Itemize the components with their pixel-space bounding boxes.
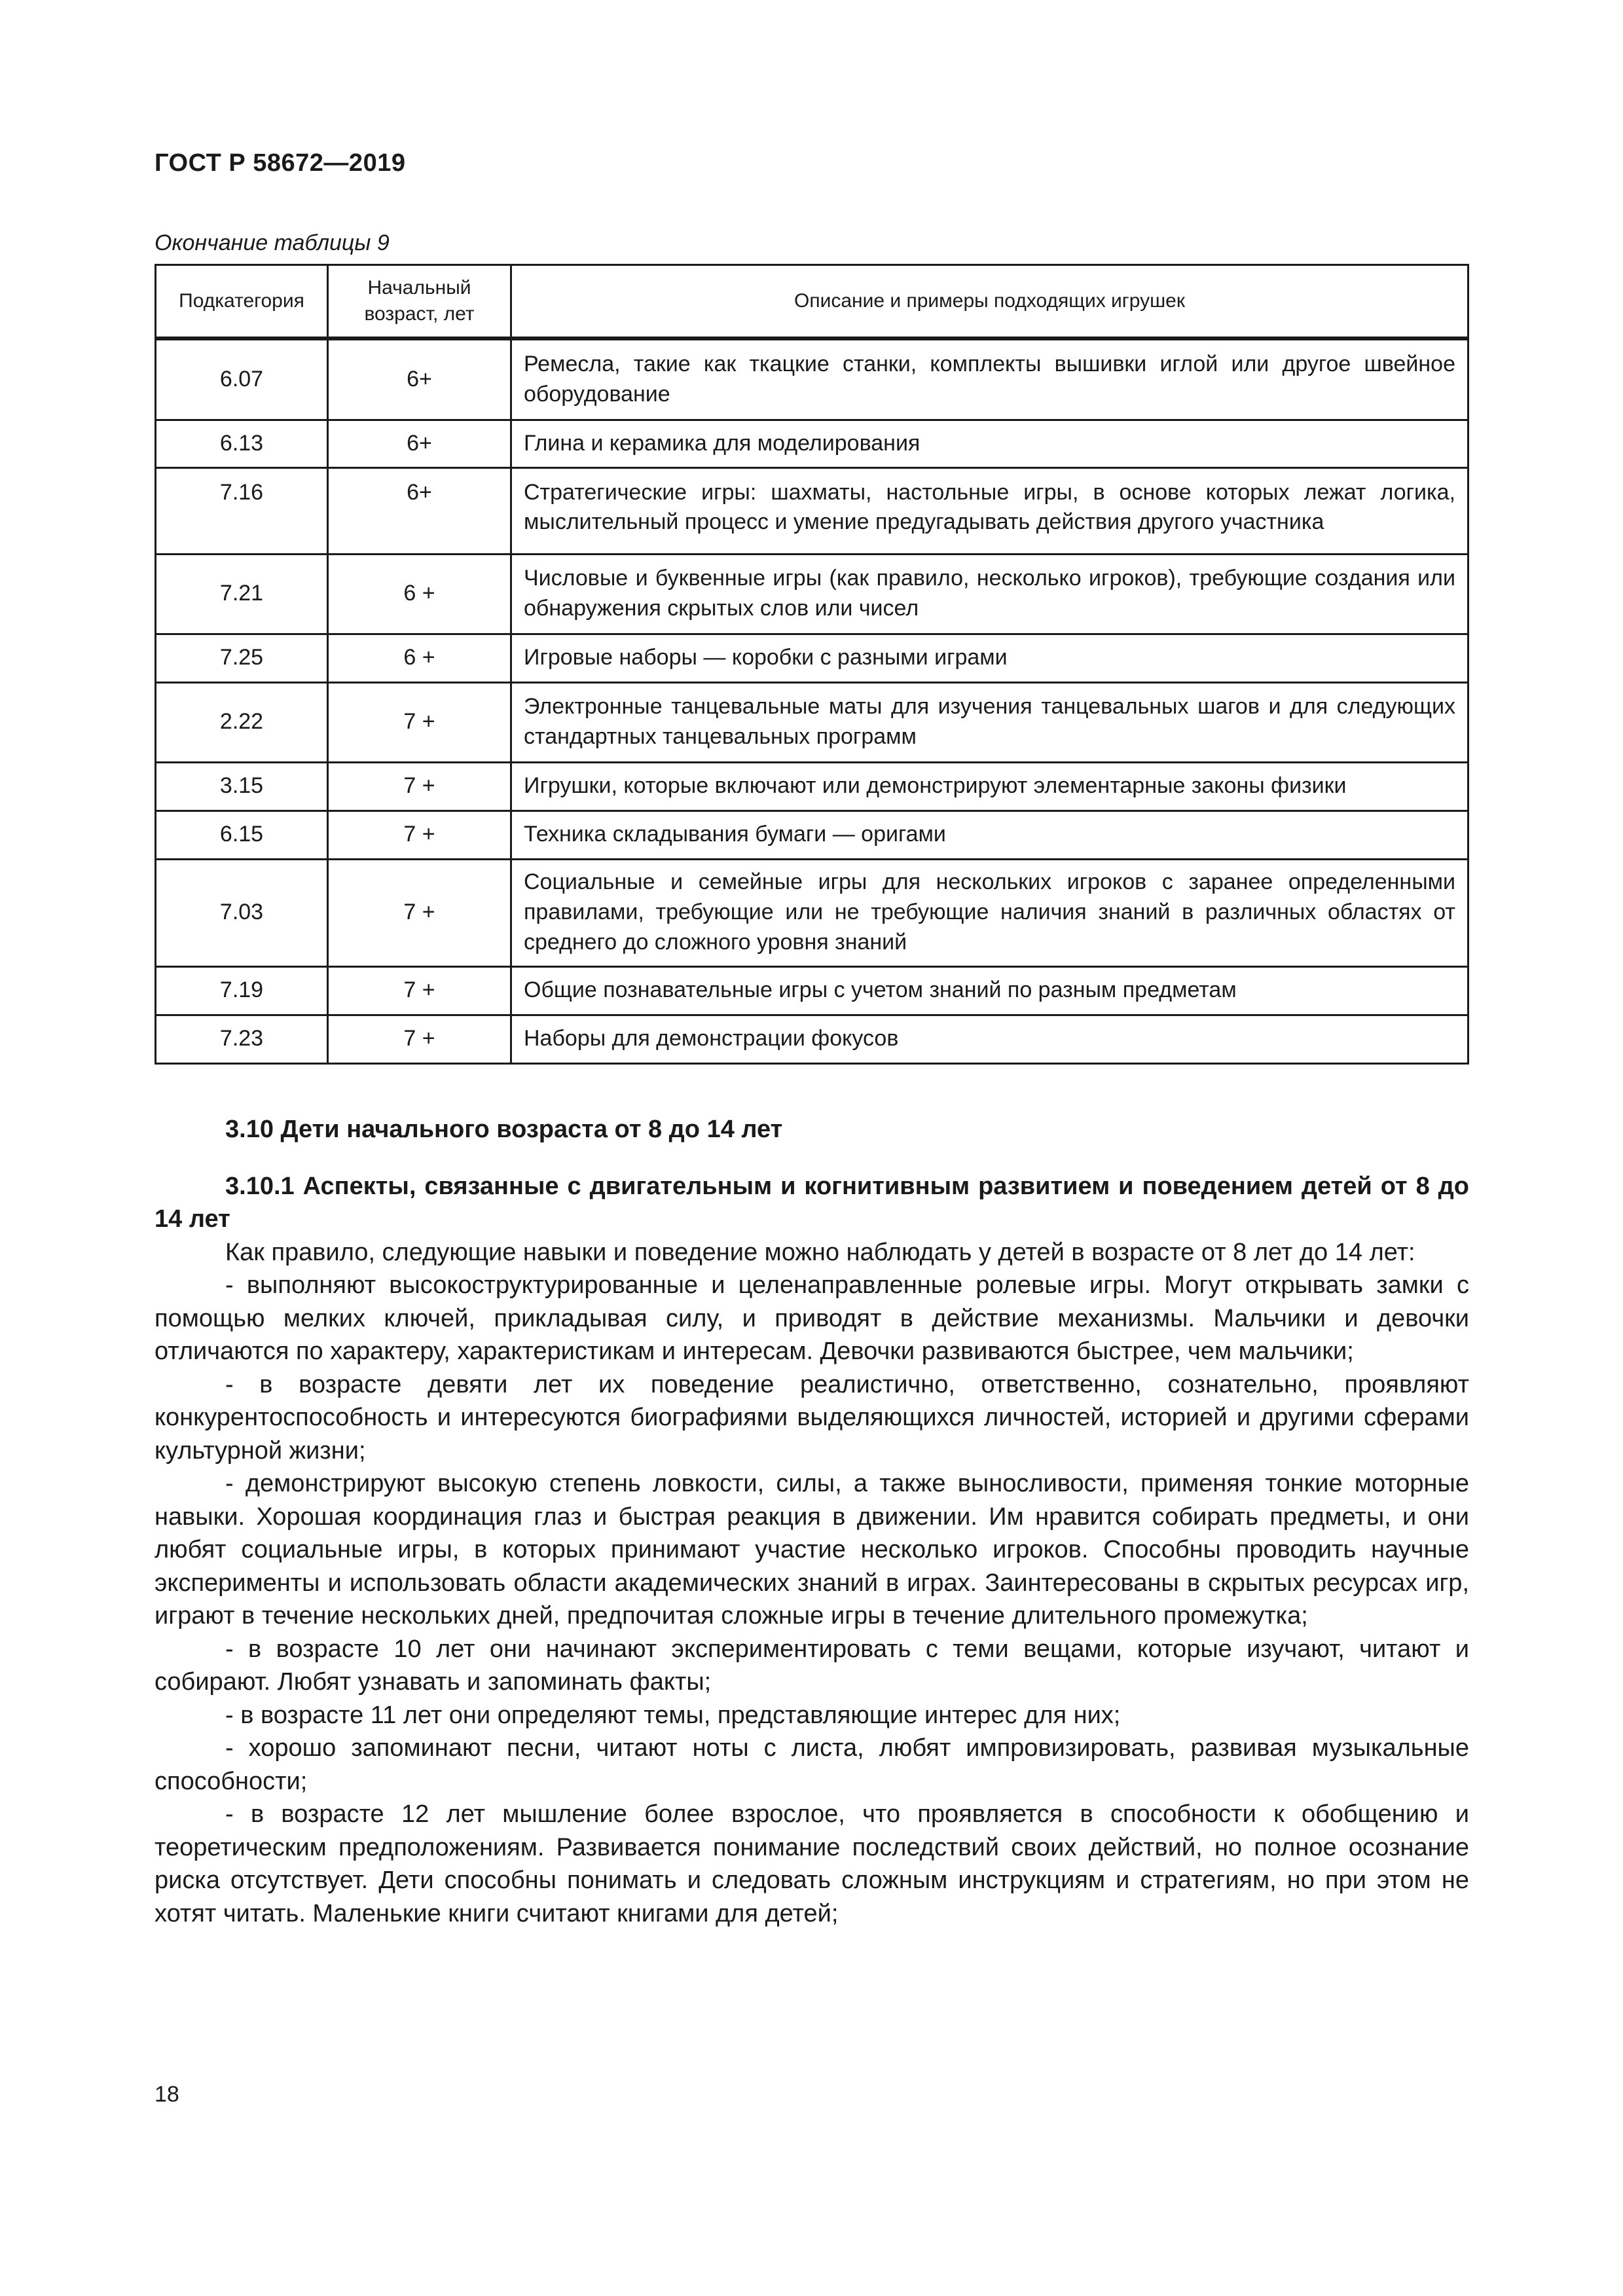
- cell-age: 6+: [328, 420, 511, 467]
- table-caption: Окончание таблицы 9: [155, 230, 390, 255]
- cell-description: Наборы для демонстрации фокусов: [511, 1015, 1468, 1063]
- cell-description: Игрушки, которые включают или демонстрируют элементарные законы физики: [511, 762, 1468, 811]
- cell-subcategory: 7.03: [156, 859, 328, 966]
- cell-age: 7 +: [328, 859, 511, 966]
- table-row: [156, 634, 1468, 682]
- table-header-row: [156, 265, 1468, 339]
- table-row: [156, 1015, 1468, 1063]
- cell-subcategory: 2.22: [156, 682, 328, 762]
- section-heading: 3.10 Дети начального возраста от 8 до 14 лет: [225, 1116, 783, 1143]
- cell-age: 7 +: [328, 1015, 511, 1063]
- cell-description: Техника складывания бумаги — оригами: [511, 811, 1468, 859]
- cell-age: 6+: [328, 467, 511, 554]
- cell-subcategory: 7.19: [156, 966, 328, 1015]
- cell-age: 7 +: [328, 682, 511, 762]
- cell-description: Общие познавательные игры с учетом знаний по разным предметам: [511, 966, 1468, 1015]
- cell-description: Стратегические игры: шахматы, настольные игры, в основе которых лежат логика, мыслительный процесс и умение предугадывать действия другого участника: [511, 467, 1468, 554]
- page-number: 18: [155, 2082, 179, 2107]
- cell-age: 7 +: [328, 762, 511, 811]
- cell-description: Глина и керамика для моделирования: [511, 420, 1468, 467]
- list-item: - хорошо запоминают песни, читают ноты с листа, любят импровизировать, развивая музыкальные способности;: [155, 1734, 1469, 1795]
- cell-subcategory: 7.25: [156, 634, 328, 682]
- cell-description: Ремесла, такие как ткацкие станки, комплекты вышивки иглой или другое швейное оборудование: [511, 338, 1468, 420]
- list-item: - в возрасте девяти лет их поведение реалистично, ответственно, сознательно, проявляют конкурентоспособность и интересуются биографиями выделяющихся личностей, историей и другими сферами культурной жизни;: [155, 1370, 1469, 1465]
- column-header-subcategory: Подкатегория: [156, 265, 328, 339]
- list-item: - демонстрируют высокую степень ловкости, силы, а также выносливости, применяя тонкие моторные навыки. Хорошая координация глаз и быстрая реакция в движении. Им нравится собирать предметы, и они любят социальные игры, в которых принимают участие несколько игроков. Способны проводить научные эксперименты и использовать области академических знаний в играх. Заинтересованы в скрытых ресурсах игр, играют в течение нескольких дней, предпочитая сложные игры в течение длительного промежутка;: [155, 1470, 1469, 1630]
- table-row: [156, 762, 1468, 811]
- cell-description: Игровые наборы — коробки с разными играми: [511, 634, 1468, 682]
- list-item: - в возрасте 10 лет они начинают экспериментировать с теми вещами, которые изучают, читают и собирают. Любят узнавать и запоминать факты;: [155, 1635, 1469, 1696]
- cell-description: Числовые и буквенные игры (как правило, несколько игроков), требующие создания или обнаружения скрытых слов или чисел: [511, 554, 1468, 634]
- list-item: - в возрасте 11 лет они определяют темы, представляющие интерес для них;: [225, 1701, 1121, 1729]
- table-row: [156, 338, 1468, 420]
- cell-age: 7 +: [328, 966, 511, 1015]
- cell-subcategory: 7.16: [156, 467, 328, 554]
- cell-age: 6+: [328, 338, 511, 420]
- toys-table: [155, 264, 1469, 1065]
- table-row: [156, 682, 1468, 762]
- cell-description: Электронные танцевальные маты для изучения танцевальных шагов и для следующих стандартных танцевальных программ: [511, 682, 1468, 762]
- section-intro: Как правило, следующие навыки и поведение можно наблюдать у детей в возрасте от 8 лет до 14 лет:: [225, 1238, 1415, 1266]
- cell-subcategory: 3.15: [156, 762, 328, 811]
- cell-age: 6 +: [328, 554, 511, 634]
- cell-subcategory: 6.15: [156, 811, 328, 859]
- column-header-age: Начальный возраст, лет: [328, 265, 511, 339]
- cell-subcategory: 6.13: [156, 420, 328, 467]
- table-row: [156, 554, 1468, 634]
- cell-subcategory: 6.07: [156, 338, 328, 420]
- column-header-description: Описание и примеры подходящих игрушек: [511, 265, 1468, 339]
- list-item: - в возрасте 12 лет мышление более взрослое, что проявляется в способности к обобщению и теоретическим предположениям. Развивается понимание последствий своих действий, но полное осознание риска отсутствует. Дети способны понимать и следовать сложным инструкциям и стратегиям, но при этом не хотят читать. Маленькие книги считают книгами для детей;: [155, 1800, 1469, 1927]
- document-code: ГОСТ Р 58672—2019: [155, 149, 406, 177]
- table-row: [156, 420, 1468, 467]
- cell-age: 6 +: [328, 634, 511, 682]
- subsection-heading: 3.10.1 Аспекты, связанные с двигательным и когнитивным развитием и поведением детей от 8 до 14 лет: [155, 1172, 1469, 1233]
- cell-subcategory: 7.23: [156, 1015, 328, 1063]
- table-row: [156, 859, 1468, 966]
- cell-subcategory: 7.21: [156, 554, 328, 634]
- list-item: - выполняют высокоструктурированные и целенаправленные ролевые игры. Могут открывать замки с помощью мелких ключей, прикладывая силу, и приводят в действие механизмы. Мальчики и девочки отличаются по характеру, характеристикам и интересам. Девочки развиваются быстрее, чем мальчики;: [155, 1271, 1469, 1365]
- cell-age: 7 +: [328, 811, 511, 859]
- table-row: [156, 966, 1468, 1015]
- cell-description: Социальные и семейные игры для нескольких игроков с заранее определенными правилами, требующие или не требующие наличия знаний в различных областях от среднего до сложного уровня знаний: [511, 859, 1468, 966]
- section-body: [155, 1113, 1469, 1930]
- table-row: [156, 811, 1468, 859]
- table-row: [156, 467, 1468, 554]
